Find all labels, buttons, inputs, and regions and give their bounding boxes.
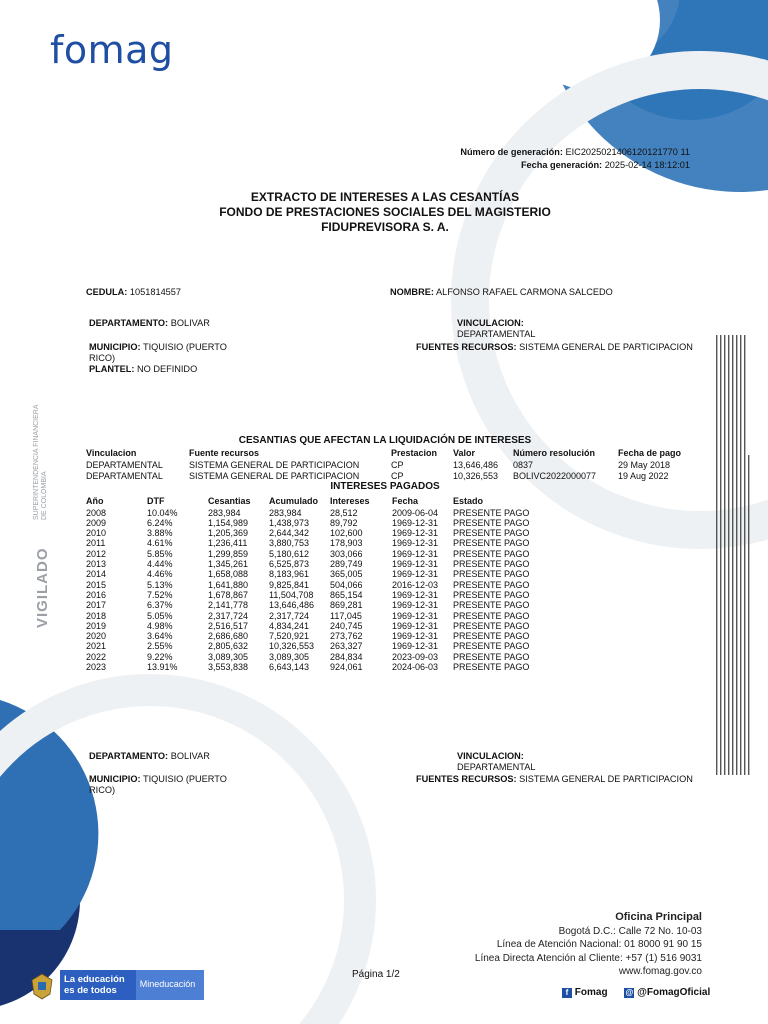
- document-title: [140, 190, 630, 235]
- cesantias-header-5: Fecha de pago: [618, 448, 682, 458]
- plantel-value: NO DEFINIDO: [136, 364, 198, 374]
- intereses-header-4: Intereses: [330, 496, 370, 506]
- intereses-cell-0: 2023: [86, 662, 107, 672]
- cesantias-title: CESANTIAS QUE AFECTAN LA LIQUIDACIÓN DE INTERESES: [238, 435, 532, 446]
- twitter-label: @FomagOficial: [637, 987, 711, 998]
- intereses-cell-3: 3,089,305: [269, 651, 310, 662]
- cedula-field: [86, 287, 181, 298]
- intereses-cell-1: 3.88%: [147, 528, 173, 539]
- intereses-cell-3: 2,317,724: [269, 610, 310, 621]
- vinculacion-label-2: VINCULACION:: [457, 751, 524, 761]
- superintendencia-line-1: SUPERINTENDENCIA FINANCIERA: [33, 404, 40, 520]
- intereses-cell-0: 2020: [86, 631, 107, 642]
- cesantias-cell-5: 29 May 2018: [618, 460, 671, 470]
- intereses-cell-5: 1969-12-31: [392, 538, 439, 549]
- office-line-nacional: Línea de Atención Nacional: 01 8000 91 90 15: [496, 939, 702, 950]
- intereses-cell-1: 4.61%: [147, 538, 173, 549]
- intereses-cell-3: 13,646,486: [269, 600, 315, 611]
- intereses-cell-0: 2014: [86, 569, 107, 580]
- intereses-cell-1: 5.85%: [147, 548, 173, 559]
- municipio-value-2b: RICO): [89, 785, 116, 795]
- intereses-cell-6: PRESENTE PAGO: [453, 538, 530, 549]
- intereses-cell-0: 2022: [86, 651, 107, 662]
- intereses-cell-1: 4.46%: [147, 569, 173, 580]
- intereses-cell-4: 365,005: [330, 569, 363, 580]
- departamento-label-2: DEPARTAMENTO:: [89, 751, 169, 761]
- intereses-cell-2: 1,641,880: [208, 579, 249, 590]
- intereses-cell-0: 2013: [86, 559, 107, 569]
- seal-shape: [30, 972, 54, 1000]
- intereses-cell-2: 3,089,305: [208, 651, 249, 662]
- intereses-header-5: Fecha: [392, 496, 419, 506]
- cesantias-cell-1: SISTEMA GENERAL DE PARTICIPACION: [189, 460, 360, 470]
- title-line-1: EXTRACTO DE INTERESES A LAS CESANTÍAS: [250, 190, 520, 204]
- intereses-cell-5: 1969-12-31: [392, 517, 439, 528]
- generation-date: [521, 160, 690, 171]
- intereses-cell-2: 1,154,989: [208, 517, 249, 528]
- intereses-cell-6: PRESENTE PAGO: [453, 517, 530, 528]
- plantel-field: [89, 364, 197, 375]
- plantel-label: PLANTEL:: [89, 364, 135, 374]
- intereses-cell-5: 1969-12-31: [392, 569, 439, 580]
- intereses-cell-2: 1,345,261: [208, 559, 249, 569]
- generation-number: [460, 147, 690, 158]
- intereses-cell-3: 2,644,342: [269, 528, 310, 539]
- departamento-field: [89, 318, 210, 329]
- title-line-2: FONDO DE PRESTACIONES SOCIALES DEL MAGISTERIO: [219, 205, 551, 219]
- municipio-value-1: TIQUISIO (PUERTO: [142, 342, 227, 352]
- intereses-cell-3: 283,984: [269, 507, 302, 518]
- social-links: [562, 987, 710, 998]
- intereses-cell-4: 178,903: [330, 538, 363, 549]
- intereses-cell-5: 2023-09-03: [392, 651, 439, 662]
- intereses-cell-2: 2,686,680: [208, 631, 249, 642]
- intereses-cell-6: PRESENTE PAGO: [453, 579, 530, 590]
- intereses-cell-2: 1,236,411: [208, 538, 248, 549]
- vigilado-text: VIGILADO: [34, 547, 51, 628]
- intereses-cell-2: 2,805,632: [208, 641, 249, 652]
- fomag-logo: [50, 28, 174, 72]
- cesantias-header-2: Prestacion: [391, 448, 438, 458]
- intereses-cell-5: 1969-12-31: [392, 548, 439, 559]
- intereses-cell-4: 865,154: [330, 589, 363, 600]
- intereses-cell-5: 1969-12-31: [392, 641, 439, 652]
- mineducacion-label: [136, 970, 204, 1000]
- departamento-label: DEPARTAMENTO:: [89, 318, 169, 328]
- generation-date-label: Fecha generación:: [520, 160, 603, 170]
- intereses-cell-4: 28,512: [330, 507, 358, 518]
- page-number: Página 1/2: [352, 969, 400, 980]
- legal-fineprint: [714, 335, 754, 775]
- superintendencia-text: [33, 404, 49, 520]
- intereses-cell-6: PRESENTE PAGO: [453, 651, 530, 662]
- intereses-cell-0: 2016: [86, 589, 107, 600]
- intereses-cell-3: 6,525,873: [269, 559, 310, 569]
- intereses-cell-4: 240,745: [330, 620, 363, 631]
- municipio-value-2: RICO): [89, 353, 116, 363]
- cesantias-header-1: Fuente recursos: [189, 448, 260, 458]
- intereses-cell-2: 3,553,838: [208, 662, 249, 672]
- municipio-label-2: MUNICIPIO:: [89, 774, 141, 784]
- intereses-cell-1: 2.55%: [147, 641, 173, 652]
- intereses-cell-6: PRESENTE PAGO: [453, 662, 530, 672]
- vinculacion-label: VINCULACION:: [457, 318, 524, 328]
- fuentes-value-2: SISTEMA GENERAL DE PARTICIPACION: [519, 774, 693, 784]
- intereses-cell-3: 1,438,973: [269, 517, 310, 528]
- cedula-value: 1051814557: [129, 287, 182, 297]
- logo-text: fomag: [50, 28, 174, 72]
- intereses-cell-0: 2017: [86, 600, 107, 611]
- municipio-value-2a: TIQUISIO (PUERTO: [142, 774, 227, 784]
- intereses-cell-2: 283,984: [208, 507, 241, 518]
- intereses-cell-6: PRESENTE PAGO: [453, 528, 530, 539]
- intereses-cell-4: 273,762: [330, 631, 363, 642]
- intereses-cell-2: 1,658,088: [208, 569, 249, 580]
- education-tagline: [60, 970, 136, 1000]
- intereses-cell-4: 284,834: [330, 651, 363, 662]
- vigilado-stamp: [34, 547, 52, 628]
- departamento-value-2: BOLIVAR: [170, 751, 210, 761]
- legal-fineprint-lines: [714, 335, 754, 775]
- intereses-header-6: Estado: [453, 496, 484, 506]
- intereses-cell-1: 6.24%: [147, 517, 173, 528]
- generation-date-value: 2025-02-14 18:12:01: [604, 160, 690, 170]
- intereses-cell-5: 1969-12-31: [392, 620, 439, 631]
- intereses-cell-1: 6.37%: [147, 600, 173, 611]
- intereses-cell-1: 5.05%: [147, 610, 173, 621]
- intereses-cell-6: PRESENTE PAGO: [453, 589, 530, 600]
- office-web[interactable]: www.fomag.gov.co: [618, 966, 702, 977]
- intereses-cell-6: PRESENTE PAGO: [453, 569, 530, 580]
- intereses-cell-5: 1969-12-31: [392, 610, 439, 621]
- intereses-cell-1: 4.44%: [147, 559, 173, 569]
- education-line-2: es de todos: [64, 985, 117, 996]
- intereses-cell-1: 10.04%: [147, 507, 178, 518]
- departamento-field-2: [89, 751, 210, 762]
- fuentes-field-2: [416, 774, 693, 785]
- title-line-3: FIDUPREVISORA S. A.: [321, 220, 449, 234]
- facebook-icon: f: [562, 988, 572, 998]
- generation-number-label: Número de generación:: [460, 147, 563, 157]
- intereses-cell-5: 1969-12-31: [392, 589, 439, 600]
- intereses-cell-1: 3.64%: [147, 631, 173, 642]
- vinculacion-field-2: [457, 751, 535, 773]
- cesantias-cell-4: BOLIVC2022000077: [513, 471, 597, 482]
- vinculacion-value: DEPARTAMENTAL: [457, 329, 536, 339]
- intereses-cell-0: 2011: [86, 538, 106, 549]
- intereses-cell-1: 5.13%: [147, 579, 173, 590]
- intereses-cell-2: 2,141,778: [208, 600, 249, 611]
- intereses-cell-3: 7,520,921: [269, 631, 310, 642]
- intereses-cell-6: PRESENTE PAGO: [453, 559, 530, 569]
- intereses-cell-6: PRESENTE PAGO: [453, 600, 530, 611]
- facebook-label: Fomag: [574, 987, 608, 998]
- intereses-cell-4: 869,281: [330, 600, 363, 611]
- intereses-cell-3: 5,180,612: [269, 548, 310, 559]
- intereses-cell-2: 1,678,867: [208, 589, 249, 600]
- intereses-cell-3: 4,834,241: [269, 620, 310, 631]
- intereses-cell-0: 2015: [86, 579, 107, 590]
- nombre-field: [390, 287, 613, 298]
- cesantias-cell-4: 0837: [513, 460, 534, 470]
- intereses-cell-4: 924,061: [330, 662, 363, 672]
- fuentes-value: SISTEMA GENERAL DE PARTICIPACION: [519, 342, 693, 352]
- education-line-1: La educación: [64, 974, 125, 985]
- intereses-cell-1: 9.22%: [147, 651, 173, 662]
- intereses-cell-1: 13.91%: [147, 662, 178, 672]
- intereses-header-3: Acumulado: [269, 496, 319, 506]
- intereses-cell-3: 11,504,708: [269, 589, 314, 600]
- intereses-cell-3: 3,880,753: [269, 538, 310, 549]
- ministry-banner: [60, 970, 204, 1000]
- intereses-cell-2: 1,299,859: [208, 548, 249, 559]
- office-address: Bogotá D.C.: Calle 72 No. 10-03: [558, 925, 702, 937]
- cesantias-header-0: Vinculacion: [86, 448, 137, 458]
- office-line-directa: Línea Directa Atención al Cliente: +57 (1) 516 9031: [474, 952, 702, 964]
- cesantias-cell-0: DEPARTAMENTAL: [86, 471, 163, 482]
- cesantias-cell-2: CP: [391, 471, 404, 482]
- facebook-link[interactable]: [562, 987, 610, 998]
- intereses-cell-0: 2010: [86, 528, 107, 539]
- cesantias-cell-5: 19 Aug 2022: [618, 471, 669, 482]
- intereses-cell-0: 2012: [86, 548, 107, 559]
- intereses-cell-1: 4.98%: [147, 620, 173, 631]
- intereses-cell-2: 2,317,724: [208, 610, 249, 621]
- intereses-cell-4: 504,066: [330, 579, 363, 590]
- cesantias-cell-1: SISTEMA GENERAL DE PARTICIPACION: [189, 471, 360, 482]
- generation-number-value: EIC2025021406120121770 11: [565, 147, 690, 157]
- intereses-cell-3: 8,183,961: [269, 569, 310, 580]
- intereses-cell-2: 1,205,369: [208, 528, 249, 539]
- intereses-header-0: Año: [86, 496, 104, 506]
- cesantias-cell-0: DEPARTAMENTAL: [86, 460, 163, 470]
- intereses-cell-6: PRESENTE PAGO: [453, 610, 530, 621]
- nombre-value: ALFONSO RAFAEL CARMONA SALCEDO: [435, 287, 613, 297]
- intereses-cell-4: 303,066: [330, 548, 363, 559]
- cedula-label: CEDULA:: [86, 287, 128, 297]
- intereses-cell-4: 102,600: [330, 528, 363, 539]
- fuentes-field: [416, 342, 693, 353]
- cesantias-cell-3: 13,646,486: [453, 460, 499, 470]
- intereses-cell-3: 6,643,143: [269, 662, 310, 672]
- intereses-cell-0: 2021: [86, 641, 107, 652]
- municipio-field-2: [89, 774, 227, 796]
- intereses-cell-5: 1969-12-31: [392, 600, 439, 611]
- intereses-cell-5: 2009-06-04: [392, 507, 439, 518]
- intereses-cell-0: 2019: [86, 620, 107, 631]
- municipio-field: [89, 342, 227, 364]
- intereses-cell-2: 2,516,517: [208, 620, 249, 631]
- intereses-cell-0: 2009: [86, 517, 107, 528]
- cesantias-cell-2: CP: [391, 460, 404, 470]
- twitter-icon: @: [625, 988, 634, 997]
- intereses-cell-3: 9,825,841: [269, 579, 310, 590]
- intereses-cell-5: 2016-12-03: [392, 579, 439, 590]
- intereses-cell-0: 2018: [86, 610, 107, 621]
- superintendencia-line-2: DE COLOMBIA: [41, 471, 48, 520]
- intereses-cell-5: 2024-06-03: [392, 662, 439, 672]
- intereses-cell-6: PRESENTE PAGO: [453, 620, 530, 631]
- departamento-value: BOLIVAR: [170, 318, 210, 328]
- intereses-cell-5: 1969-12-31: [392, 528, 439, 539]
- vinculacion-field: [457, 318, 535, 340]
- office-info: [382, 911, 702, 979]
- intereses-title: INTERESES PAGADOS: [330, 481, 440, 492]
- intereses-cell-4: 289,749: [330, 559, 363, 569]
- municipio-label: MUNICIPIO:: [89, 342, 141, 352]
- intereses-cell-0: 2008: [86, 507, 107, 518]
- fuentes-label: FUENTES RECURSOS:: [416, 342, 517, 352]
- nombre-label: NOMBRE:: [390, 287, 434, 297]
- intereses-cell-5: 1969-12-31: [392, 559, 439, 569]
- intereses-cell-6: PRESENTE PAGO: [453, 507, 530, 518]
- intereses-cell-3: 10,326,553: [269, 641, 315, 652]
- intereses-cell-4: 263,327: [330, 641, 363, 652]
- intereses-cell-4: 89,792: [330, 517, 358, 528]
- intereses-cell-6: PRESENTE PAGO: [453, 548, 530, 559]
- intereses-cell-6: PRESENTE PAGO: [453, 641, 530, 652]
- mineducacion-text: Mineducación: [139, 979, 196, 989]
- twitter-link[interactable]: [624, 987, 710, 998]
- intereses-header-2: Cesantias: [208, 496, 251, 506]
- intereses-cell-1: 7.52%: [147, 589, 173, 600]
- vinculacion-value-2: DEPARTAMENTAL: [457, 762, 536, 772]
- colombia-seal-icon: [30, 972, 54, 1000]
- cesantias-header-4: Número resolución: [513, 448, 596, 458]
- intereses-cell-5: 1969-12-31: [392, 631, 439, 642]
- cesantias-cell-3: 10,326,553: [453, 471, 499, 482]
- intereses-header-1: DTF: [147, 496, 165, 506]
- intereses-cell-6: PRESENTE PAGO: [453, 631, 530, 642]
- cesantias-header-3: Valor: [453, 448, 476, 458]
- office-title: Oficina Principal: [615, 911, 702, 923]
- intereses-cell-4: 117,045: [330, 610, 362, 621]
- fuentes-label-2: FUENTES RECURSOS:: [416, 774, 517, 784]
